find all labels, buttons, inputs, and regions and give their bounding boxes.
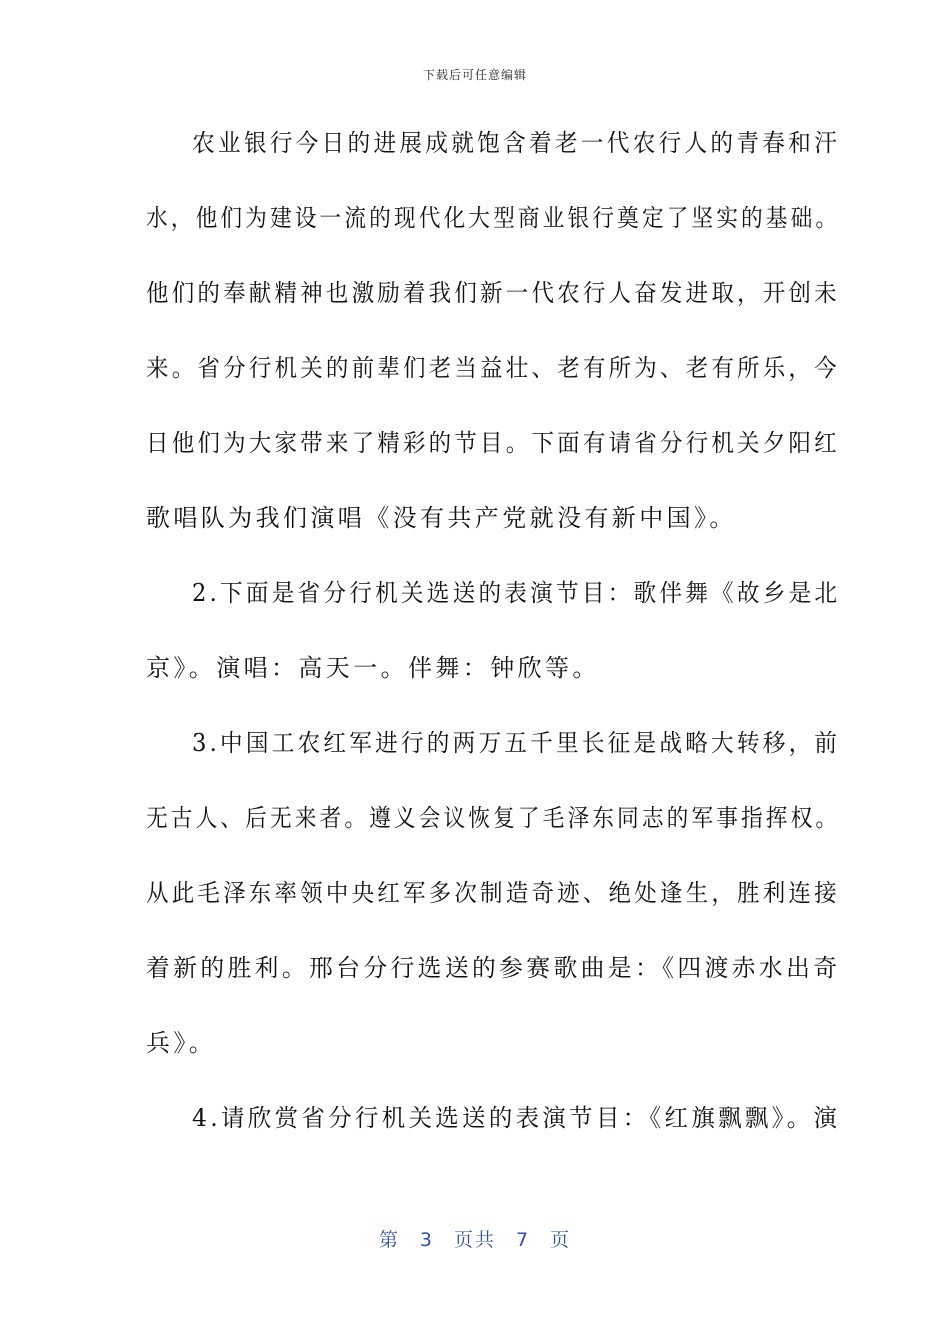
text-line: 从此毛泽东率领中央红军多次制造奇迹、绝处逢生，胜利连接	[146, 879, 840, 907]
text-line: 歌唱队为我们演唱《没有共产党就没有新中国》。	[146, 504, 737, 532]
text-line: 水，他们为建设一流的现代化大型商业银行奠定了坚实的基础。	[146, 204, 841, 232]
text-line: 3.中国工农红军进行的两万五千里长征是战略大转移，前	[192, 729, 841, 757]
page-footer: 第 3 页共 7 页	[378, 1229, 572, 1251]
text-line: 兵》。	[146, 1029, 217, 1057]
text-line: 农业银行今日的进展成就饱含着老一代农行人的青春和汗	[192, 129, 840, 157]
text-line: 4.请欣赏省分行机关选送的表演节目：《红旗飘飘》。演	[192, 1104, 841, 1132]
page-header: 下载后可任意编辑	[422, 68, 527, 82]
text-line: 2.下面是省分行机关选送的表演节目：歌伴舞《故乡是北	[192, 579, 841, 607]
text-line: 京》。演唱：高天一。伴舞：钟欣等。	[146, 654, 600, 682]
text-line: 他们的奉献精神也激励着我们新一代农行人奋发进取，开创未	[146, 279, 840, 307]
text-line: 来。省分行机关的前辈们老当益壮、老有所为、老有所乐，今	[146, 354, 840, 382]
text-line: 无古人、后无来者。遵义会议恢复了毛泽东同志的军事指挥权。	[146, 804, 841, 832]
text-line: 着新的胜利。邢台分行选送的参赛歌曲是：《四渡赤水出奇	[146, 954, 841, 982]
text-line: 日他们为大家带来了精彩的节目。下面有请省分行机关夕阳红	[146, 429, 840, 457]
